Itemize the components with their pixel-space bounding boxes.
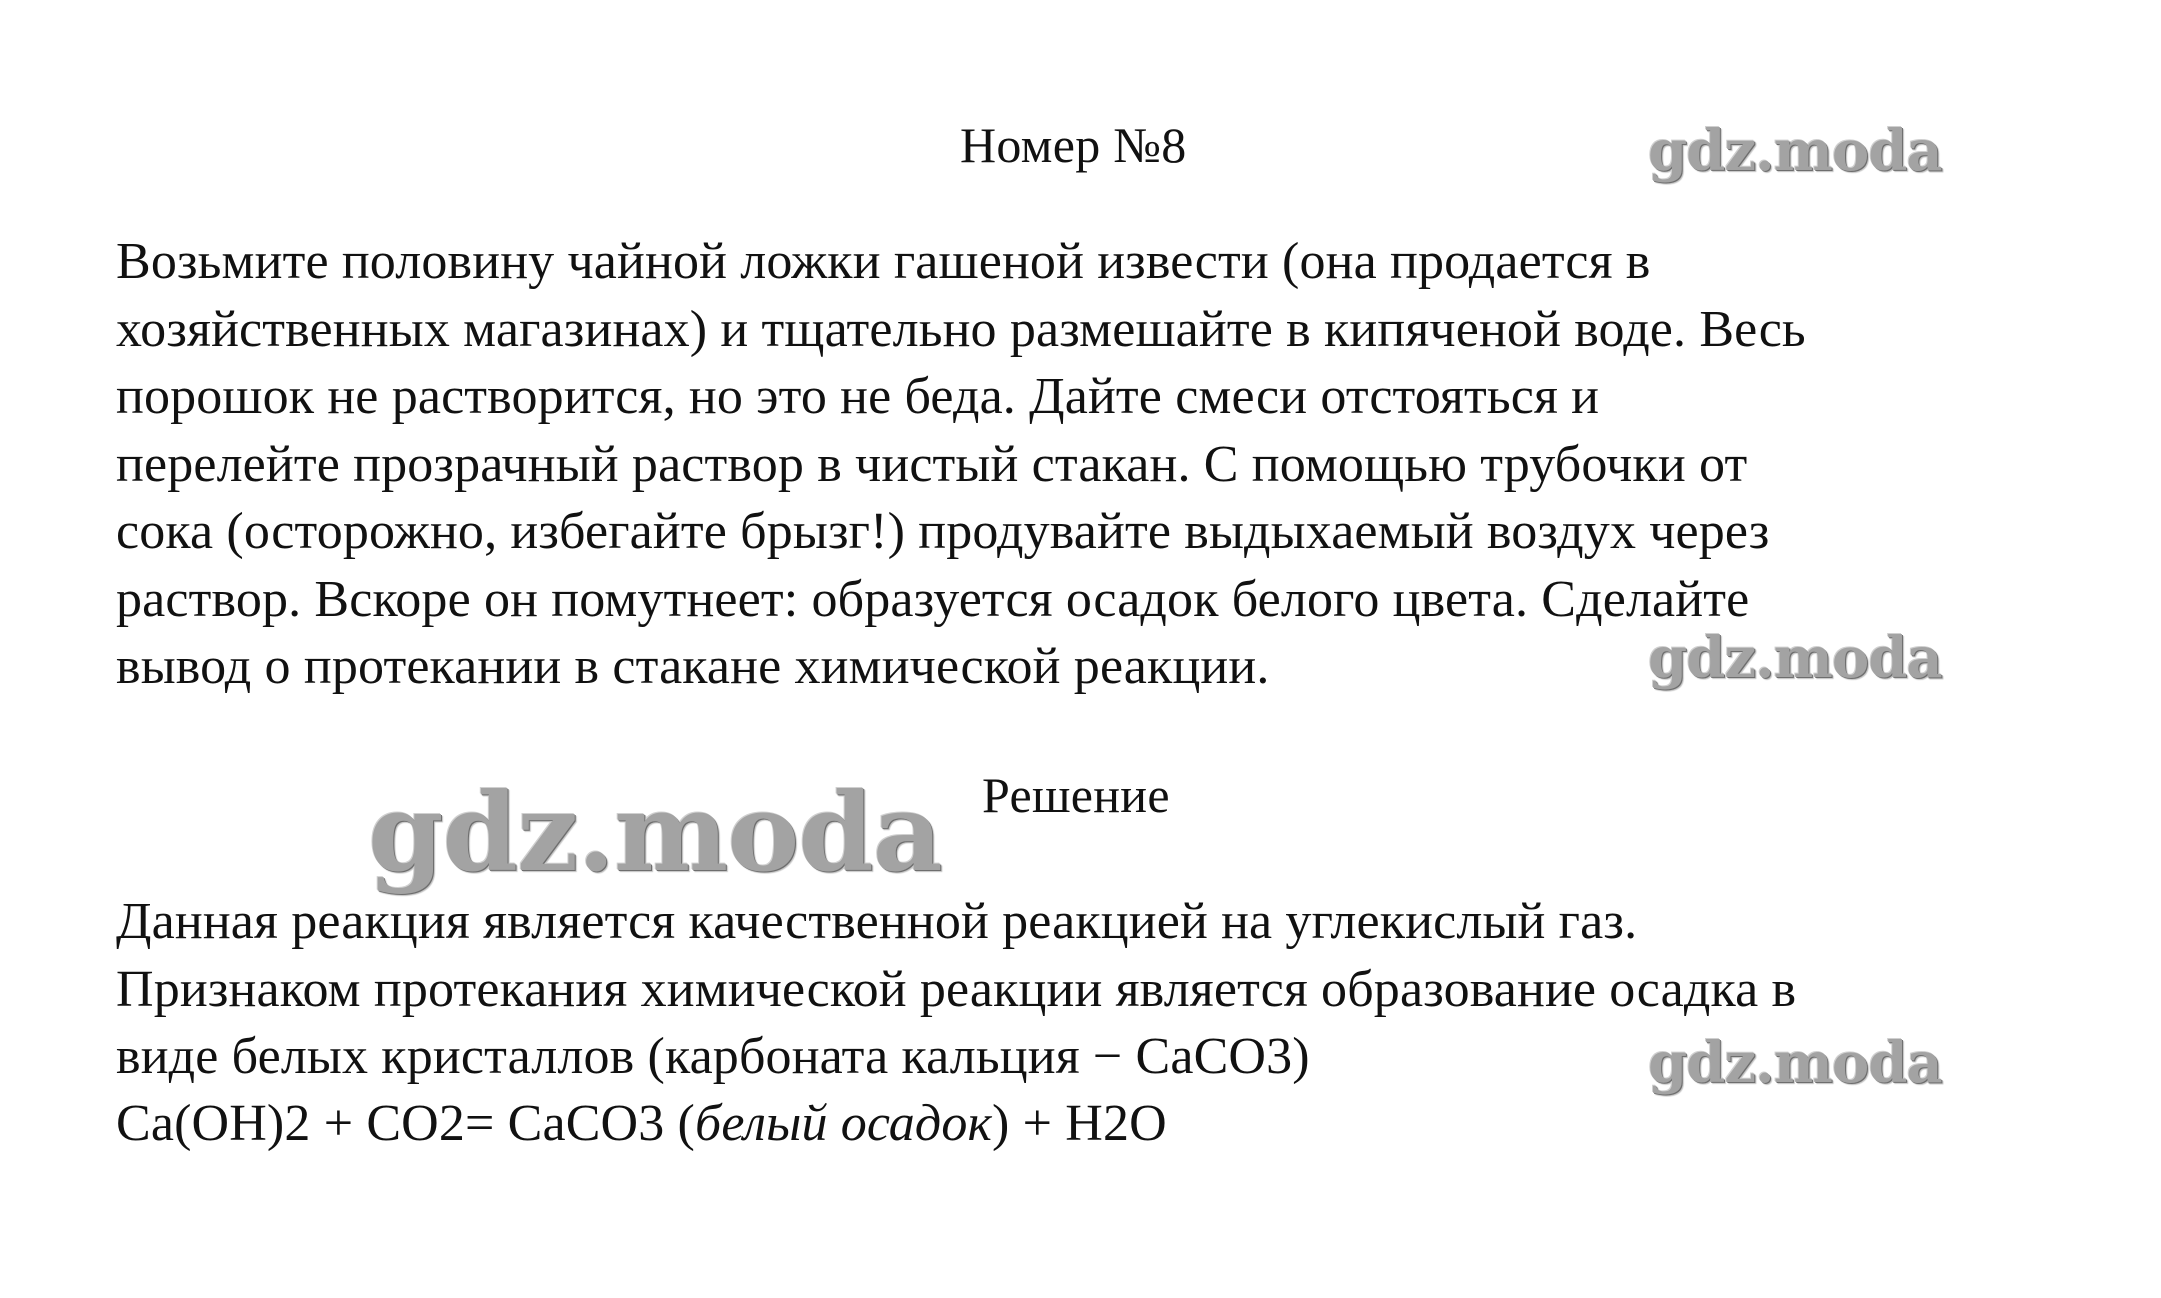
task-line: хозяйственных магазинах) и тщательно размешайте в кипяченой воде. Весь	[116, 300, 1806, 358]
solution-line: Признаком протекания химической реакции является образование осадка в	[116, 960, 1797, 1018]
watermark-logo-large: gdz.moda	[368, 770, 942, 896]
solution-title: Решение	[982, 767, 1170, 823]
watermark-logo: gdz.moda	[1648, 118, 1942, 184]
task-line: раствор. Вскоре он помутнеет: образуется осадок белого цвета. Сделайте	[116, 570, 1750, 628]
reaction-equation	[116, 1090, 1167, 1158]
task-line: перелейте прозрачный раствор в чистый стакан. С помощью трубочки от	[116, 435, 1748, 493]
equation-before: Ca(OH)2 + CO2= CaCO3 (	[116, 1095, 696, 1152]
solution-text	[116, 888, 1796, 1091]
task-line: сока (осторожно, избегайте брызг!) продувайте выдыхаемый воздух через	[116, 503, 1770, 560]
task-line: вывод о протекании в стакане химической реакции.	[116, 638, 1270, 695]
watermark-logo: gdz.moda	[1648, 1030, 1942, 1096]
solution-line: Данная реакция является качественной реакцией на углекислый газ.	[116, 893, 1638, 950]
equation-italic-note: белый осадок	[695, 1095, 993, 1152]
task-line: порошок не растворится, но это не беда. Дайте смеси отстояться и	[116, 368, 1600, 425]
task-line: Возьмите половину чайной ложки гашеной извести (она продается в	[116, 233, 1651, 290]
solution-line: виде белых кристаллов (карбоната кальция − CaCO3)	[116, 1028, 1310, 1085]
task-text	[116, 228, 1806, 701]
task-title: Номер №8	[960, 117, 1187, 173]
equation-after: ) + H2O	[992, 1095, 1167, 1152]
watermark-logo: gdz.moda	[1648, 625, 1942, 691]
equation-line	[116, 1090, 1167, 1158]
